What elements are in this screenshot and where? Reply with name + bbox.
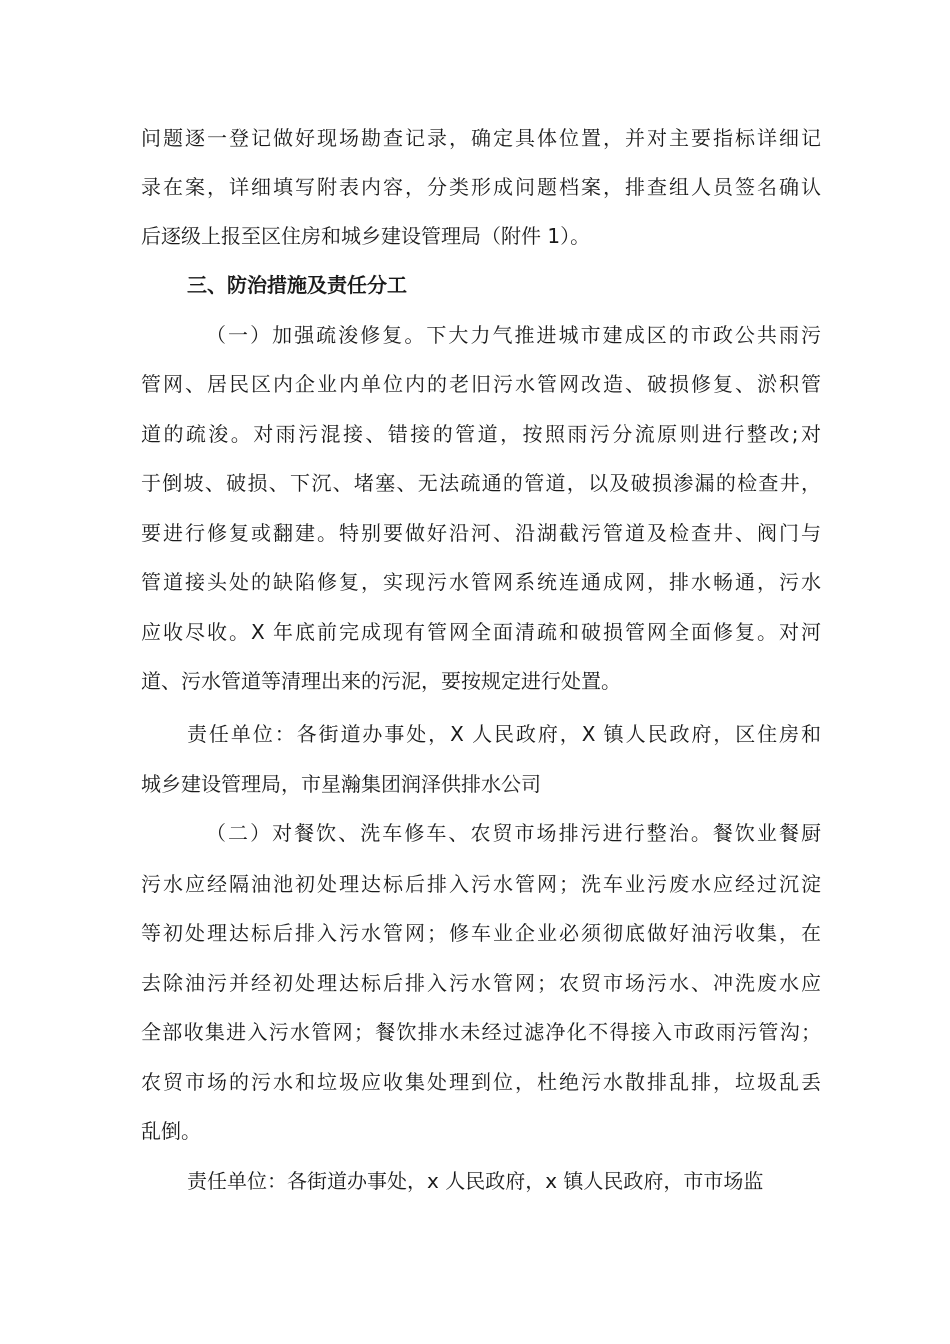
paragraph-line-13: 责任单位：各街道办事处，X 人民政府，X 镇人民政府，区住房和 xyxy=(187,722,821,746)
paragraph-line-2: 录在案，详细填写附表内容，分类形成问题档案，排查组人员签名确认 xyxy=(141,175,821,199)
paragraph-line-5: （一）加强疏浚修复。下大力气推进城市建成区的市政公共雨污 xyxy=(206,323,821,347)
paragraph-line-17: 等初处理达标后排入污水管网；修车业企业必须彻底做好油污收集，在 xyxy=(141,921,821,945)
paragraph-line-7: 道的疏浚。对雨污混接、错接的管道，按照雨污分流原则进行整改;对 xyxy=(141,422,821,446)
paragraph-line-22: 责任单位：各街道办事处，x 人民政府，x 镇人民政府，市市场监 xyxy=(187,1169,764,1193)
paragraph-line-19: 全部收集进入污水管网；餐饮排水未经过滤净化不得接入市政雨污管沟； xyxy=(141,1020,821,1044)
paragraph-line-16: 污水应经隔油池初处理达标后排入污水管网；洗车业污废水应经过沉淀 xyxy=(141,872,821,896)
paragraph-line-20: 农贸市场的污水和垃圾应收集处理到位，杜绝污水散排乱排，垃圾乱丢 xyxy=(141,1070,821,1094)
paragraph-line-11: 应收尽收。X 年底前完成现有管网全面清疏和破损管网全面修复。对河 xyxy=(141,620,821,644)
section-heading: 三、防治措施及责任分工 xyxy=(187,273,407,297)
paragraph-line-21: 乱倒。 xyxy=(141,1119,201,1143)
paragraph-line-9: 要进行修复或翻建。特别要做好沿河、沿湖截污管道及检查井、阀门与 xyxy=(141,521,821,545)
paragraph-line-1: 问题逐一登记做好现场勘查记录，确定具体位置，并对主要指标详细记 xyxy=(141,126,821,150)
paragraph-line-10: 管道接头处的缺陷修复，实现污水管网系统连通成网，排水畅通，污水 xyxy=(141,570,821,594)
paragraph-line-12: 道、污水管道等清理出来的污泥，要按规定进行处置。 xyxy=(141,669,621,693)
paragraph-line-6: 管网、居民区内企业内单位内的老旧污水管网改造、破损修复、淤积管 xyxy=(141,372,821,396)
paragraph-line-15: （二）对餐饮、洗车修车、农贸市场排污进行整治。餐饮业餐厨 xyxy=(206,821,821,845)
paragraph-line-3: 后逐级上报至区住房和城乡建设管理局（附件 1）。 xyxy=(141,224,591,248)
paragraph-line-14: 城乡建设管理局，市星瀚集团润泽供排水公司 xyxy=(141,772,541,796)
paragraph-line-8: 于倒坡、破损、下沉、堵塞、无法疏通的管道，以及破损渗漏的检查井， xyxy=(141,471,821,495)
paragraph-line-18: 去除油污并经初处理达标后排入污水管网；农贸市场污水、冲洗废水应 xyxy=(141,971,821,995)
